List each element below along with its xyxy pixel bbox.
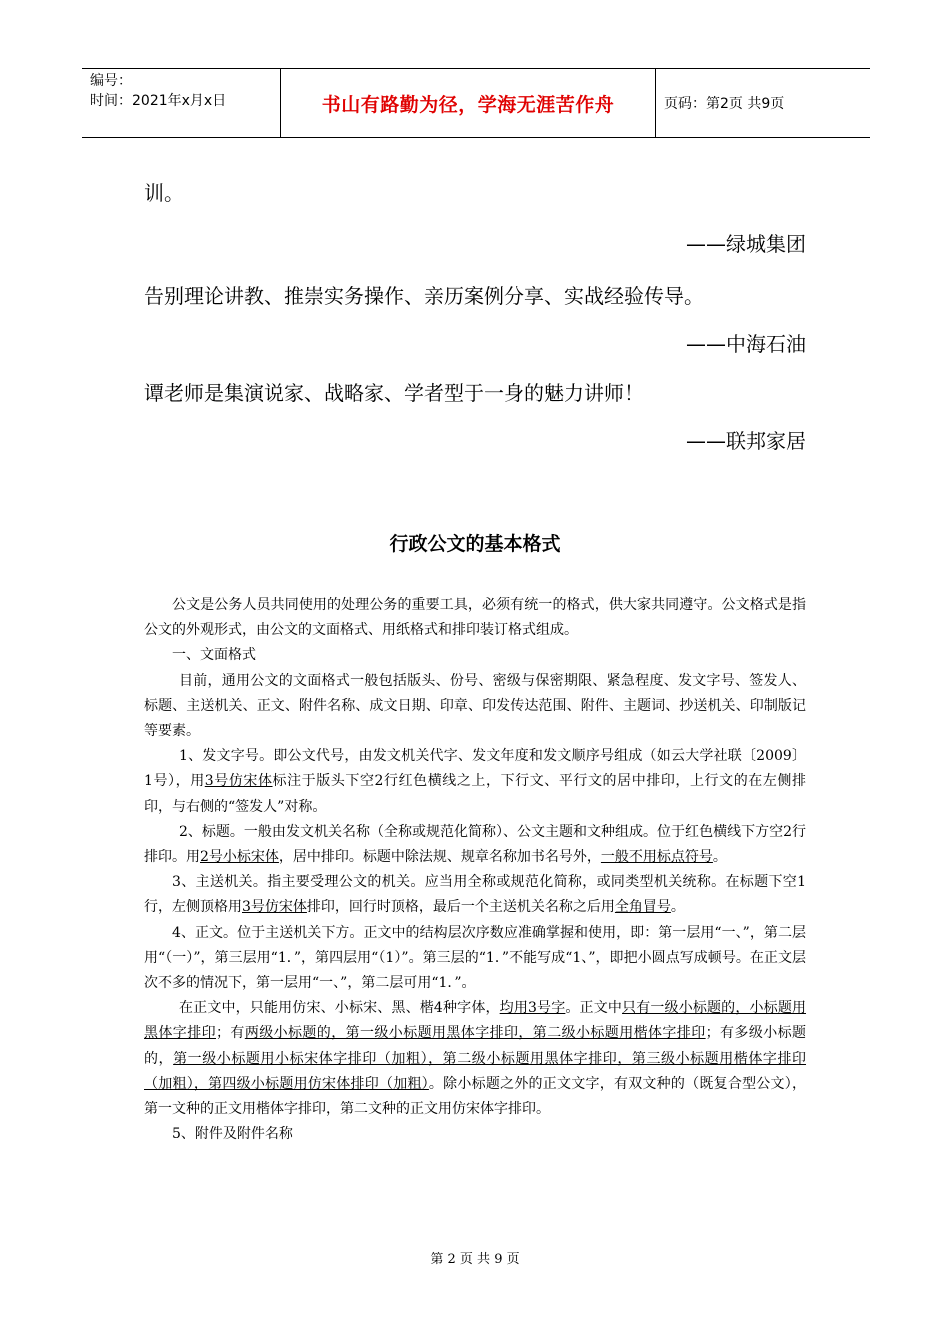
underlined-text: 只有一级小标题的，小标题用黑体字排印	[144, 1000, 807, 1042]
header-info	[82, 69, 281, 137]
testimonial-signature-3: ——联邦家居	[686, 429, 806, 453]
text-segment: ；有多级小标题的，	[144, 1025, 807, 1067]
testimonial-signature-1: ——绿城集团	[686, 232, 806, 256]
testimonial-quote-2: 告别理论讲教、推崇实务操作、亲历案例分享、实战经验传导。	[144, 284, 704, 308]
page-header	[82, 68, 870, 138]
time-label: 时间：2021年x月x日	[90, 93, 227, 109]
header-page-label: 页码：第2页 共9页	[664, 96, 785, 112]
page-footer: 第 2 页 共 9 页	[430, 1252, 520, 1267]
text-segment: 2、标题。一般由发文机关名称（全称或规范化简称）、公文主题和文种组成。位于红色横线下方空2行排印。用	[144, 823, 806, 866]
document-title: 行政公文的基本格式	[389, 533, 561, 555]
text-segment: 3、主送机关。指主要受理公文的机关。应当用全称或规范化简称，或同类型机关统称。在标题下空1行，左侧顶格用	[144, 874, 806, 916]
text-segment: 。正文中	[565, 1000, 623, 1017]
text-segment: 。除小标题之外的正文文字，有双文种的（既复合型公文），第一文种的正文用楷体字排印，第二文种的正文用仿宋体字排印。	[144, 1075, 807, 1118]
paragraph-recipient	[144, 870, 806, 920]
paragraph-main-text: 4、正文。位于主送机关下方。正文中的结构层次序数应准确掌握和使用，即：第一层用“一、”，第二层用“（一）”，第三层用“1．”，第四层用“（1）”。第三层的“1．”不能写成“1、”，即把小圆点写成顿号。在正文层次不多的情况下，第一层用“一、”，第二层可用“1．”。	[144, 924, 806, 992]
paragraph-intro: 公文是公务人员共同使用的处理公务的重要工具，必须有统一的格式，供大家共同遵守。公文格式是指公文的外观形式，由公文的文面格式、用纸格式和排印装订格式组成。	[144, 597, 806, 639]
paragraph-elements: 目前，通用公文的文面格式一般包括版头、份号、密级与保密期限、紧急程度、发文字号、签发人、标题、主送机关、正文、附件名称、成文日期、印章、印发传达范围、附件、主题词、抄送机关、印制版记等要素。	[144, 672, 806, 740]
document-body	[144, 593, 806, 1147]
underlined-text: 两级小标题的，第一级小标题用黑体字排印，第二级小标题用楷体字排印	[244, 1025, 706, 1042]
underlined-text: 3号仿宋体	[242, 899, 307, 916]
section-heading-1: 一、文面格式	[172, 647, 256, 664]
text-segment: 1、发文字号。即公文代号，由发文机关代字、发文年度和发文顺序号组成（如云大学社联〔2009〕1号），用	[144, 748, 806, 790]
text-segment: 在正文中，只能用仿宋、小标宋、黑、楷4种字体，	[179, 1000, 500, 1017]
underlined-text: 均用3号字	[499, 1000, 566, 1017]
underlined-text: 2号小标宋体	[200, 849, 279, 866]
testimonial-tail: 训。	[144, 181, 184, 205]
text-segment: ，居中排印。标题中除法规、规章名称加书名号外，	[278, 849, 601, 866]
text-segment: 标注于版头下空2行红色横线之上，下行文、平行文的居中排印，上行文的在左侧排印，与右侧的“签发人”对称。	[144, 773, 806, 815]
underlined-text: 全角冒号	[614, 899, 671, 916]
testimonial-signature-2: ——中海石油	[686, 332, 806, 356]
text-segment: ；有	[216, 1025, 245, 1042]
header-motto: 书山有路勤为径，学海无涯苦作舟	[281, 69, 656, 137]
underlined-text: 一般不用标点符号	[600, 849, 713, 866]
paragraph-title	[144, 820, 806, 870]
number-label: 编号：	[90, 73, 132, 89]
text-segment: 。	[712, 849, 727, 866]
underlined-text: 第一级小标题用小标宋体字排印（加粗），第二级小标题用黑体字排印，第三级小标题用楷体字排印（加粗），第四级小标题用仿宋体排印（加粗）	[144, 1050, 807, 1092]
paragraph-fonts	[144, 996, 806, 1122]
underlined-text: 3号仿宋体	[204, 773, 273, 790]
text-segment: 。	[670, 899, 685, 916]
paragraph-doc-number	[144, 744, 806, 820]
text-segment: 排印，回行时顶格，最后一个主送机关名称之后用	[306, 899, 615, 916]
section-heading-5: 5、附件及附件名称	[172, 1126, 293, 1143]
testimonial-quote-3: 谭老师是集演说家、战略家、学者型于一身的魅力讲师！	[144, 381, 644, 405]
